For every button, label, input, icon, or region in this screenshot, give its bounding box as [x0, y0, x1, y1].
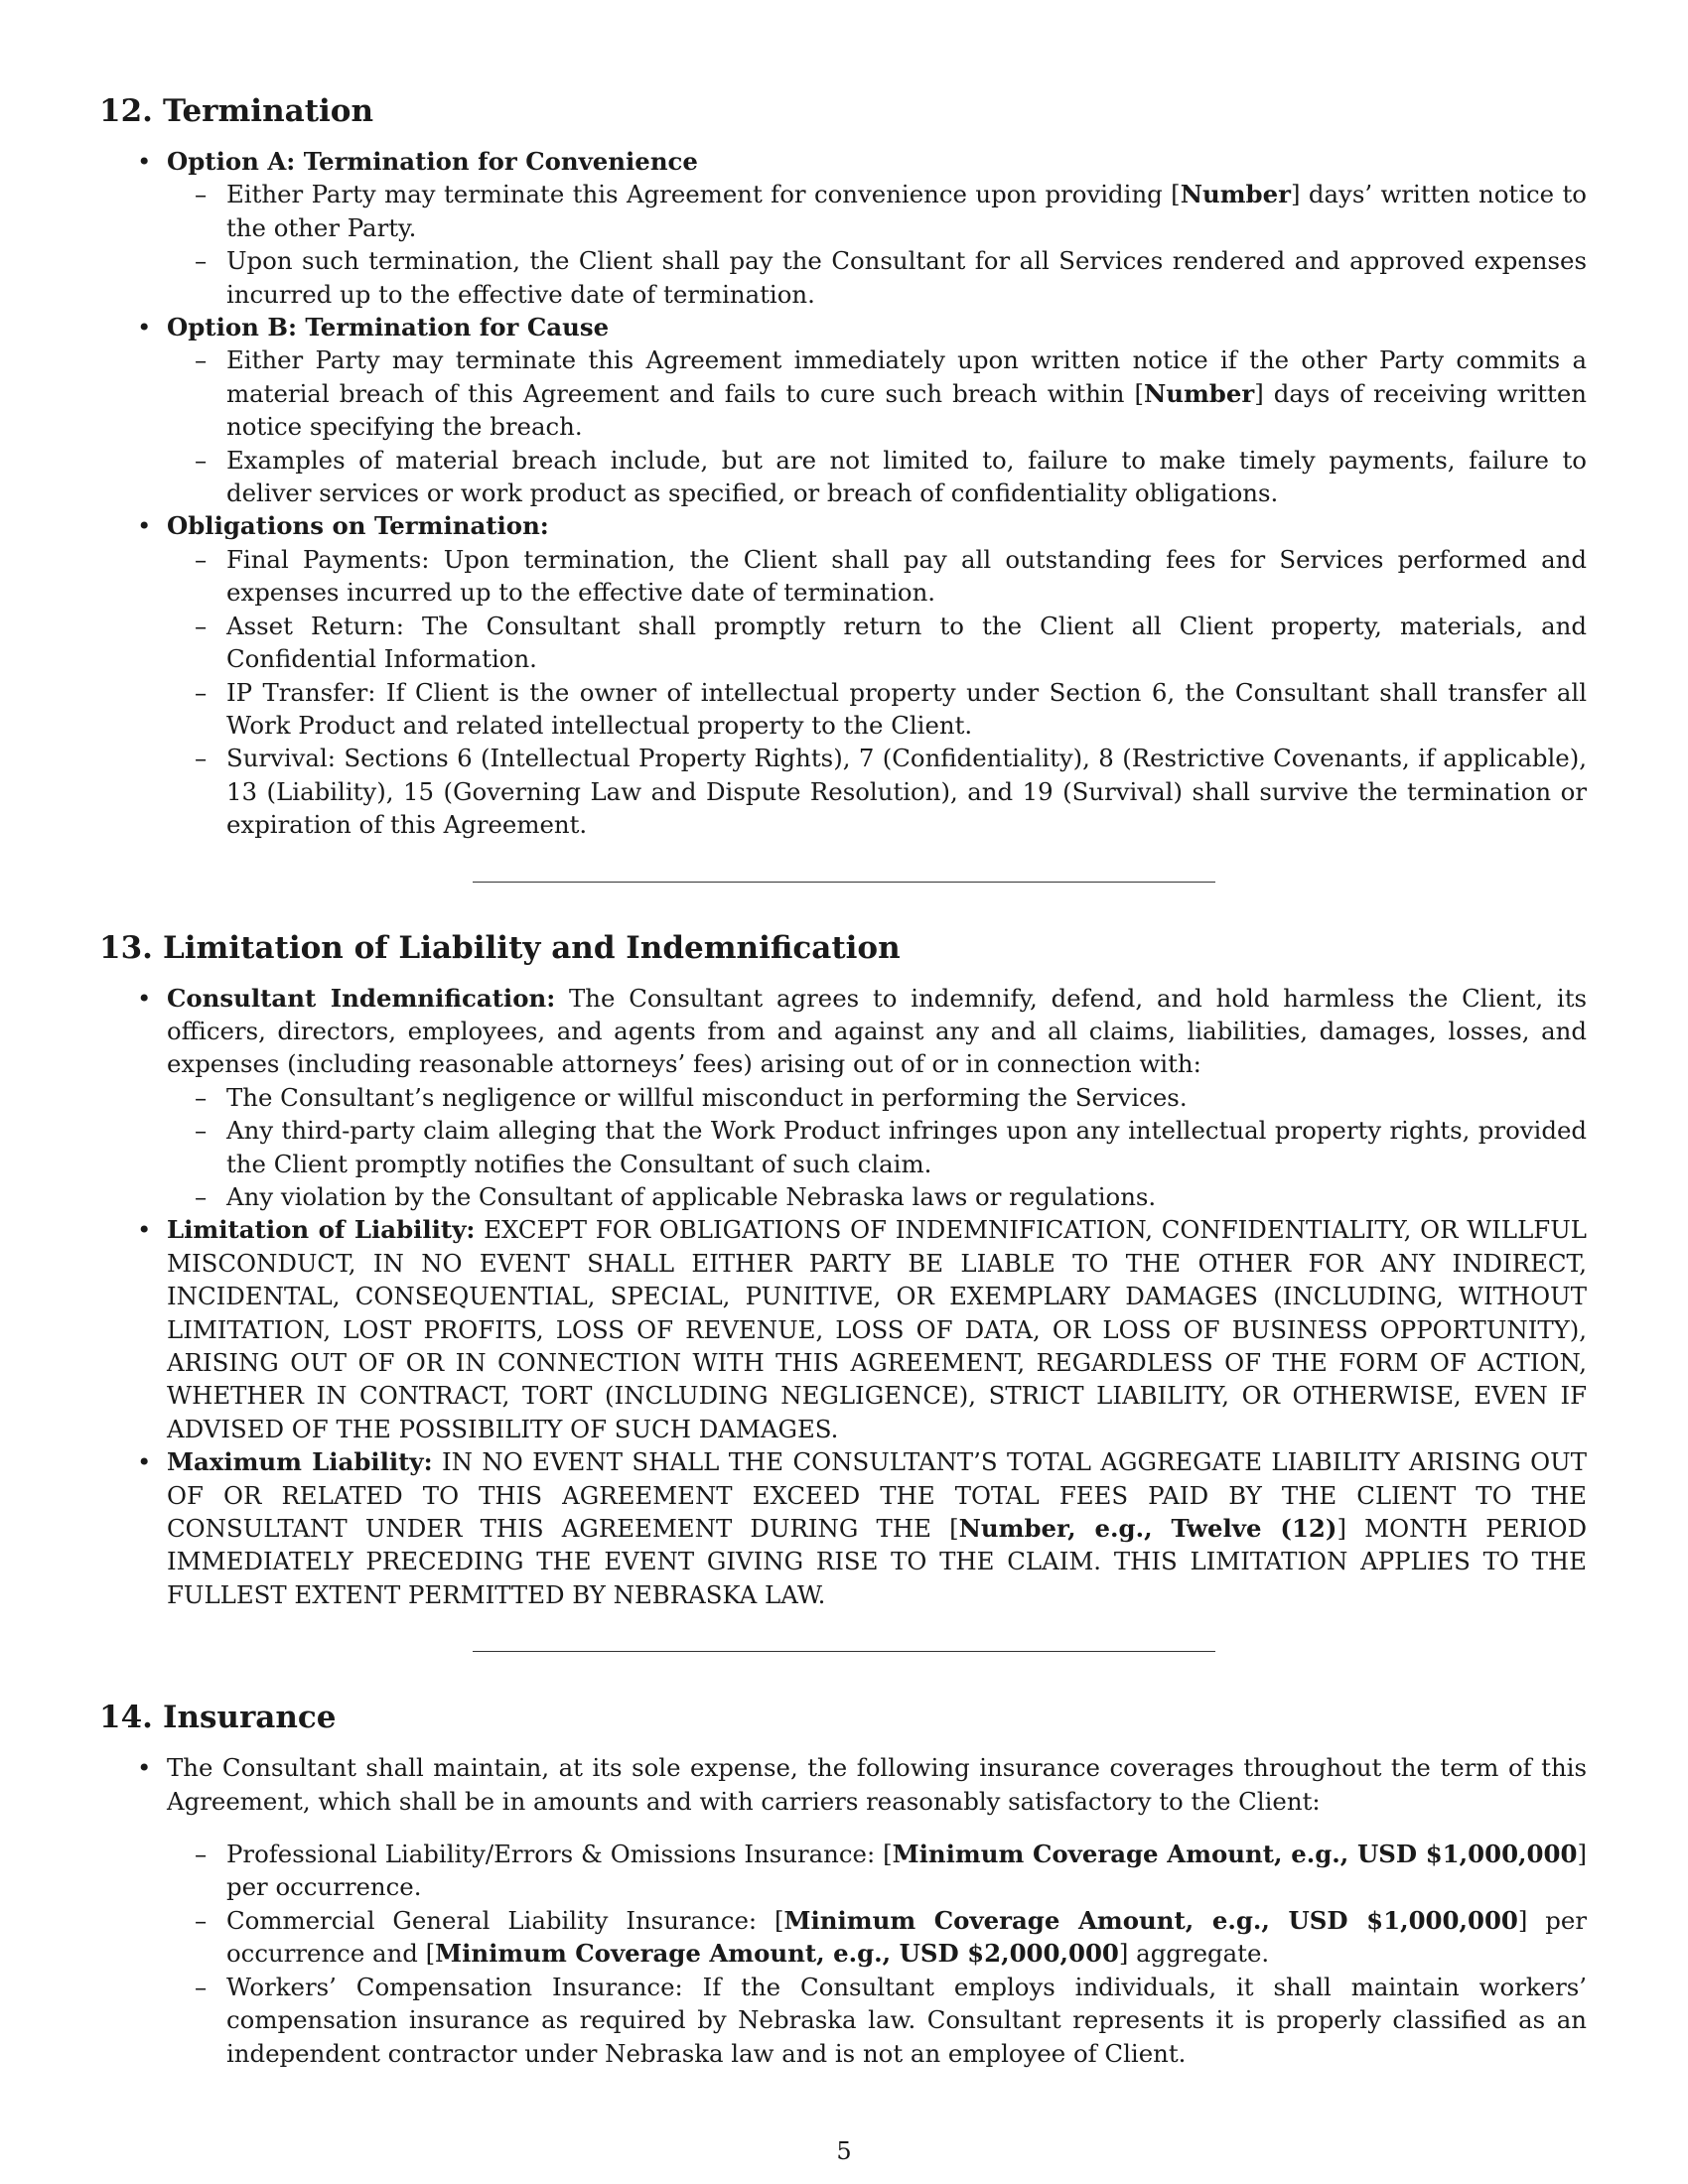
sub-list-item: – Workers’ Compensation Insurance: If the Consultant employs individuals, it shall maintain workers’ compensation insurance as required by Nebraska law. Consultant represents it is properly classified as an independent contractor under Nebraska law and is not an employee of Client. — [167, 1971, 1587, 2070]
sub-list-item: – Survival: Sections 6 (Intellectual Property Rights), 7 (Confidentiality), 8 (Restrictive Covenants, if applicable), 13 (Liability), 15 (Governing Law and Dispute Resolution), and 19 (Survival) shall survive the termination or expiration of this Agreement. — [167, 742, 1587, 841]
text-run: Either Party may terminate this Agreement immediately upon written notice if the other Party commits a material breach of this Agreement and fails to cure such breach within [ — [226, 345, 1587, 408]
list-item — [99, 509, 1587, 841]
sub-list-item: – Any violation by the Consultant of applicable Nebraska laws or regulations. — [167, 1180, 1587, 1213]
sub-list — [167, 1838, 1587, 2070]
sub-list — [167, 343, 1587, 509]
termination-list — [99, 145, 1587, 842]
section-heading-insurance — [99, 1698, 1587, 1737]
placeholder-bold: Minimum Coverage Amount, e.g., USD $1,000,000 — [892, 1840, 1578, 1869]
insurance-list — [99, 1751, 1587, 2070]
indemnification-text: The Consultant agrees to indemnify, defend, and hold harmless the Client, its officers, directors, employees, and agents from and against any and all claims, liabilities, damages, losses, and expenses (including reasonable attorneys’ fees) arising out of or in connection with: — [167, 983, 1588, 1079]
section-number: 12. — [99, 93, 153, 129]
section-number: 13. — [99, 929, 153, 966]
sub-list-item: – Upon such termination, the Client shall pay the Consultant for all Services rendered and approved expenses incurred up to the effective date of termination. — [167, 244, 1587, 311]
text-run: ] days’ written notice to the other Party. — [226, 180, 1587, 242]
list-item — [99, 982, 1587, 1214]
page-number: 5 — [836, 2137, 852, 2165]
horizontal-rule — [473, 1651, 1215, 1652]
limitation-label: Limitation of Liability: — [167, 1215, 476, 1245]
section-title: Insurance — [162, 1700, 337, 1736]
text-run: ] per occurrence. — [226, 1840, 1587, 1902]
placeholder-bold: Minimum Coverage Amount, e.g., USD $1,000,000 — [783, 1905, 1518, 1935]
section-heading-liability — [99, 928, 1587, 968]
sub-list-item: – Final Payments: Upon termination, the Client shall pay all outstanding fees for Services performed and expenses incurred up to the effective date of termination. — [167, 543, 1587, 610]
sub-list-item: – Any third-party claim alleging that the Work Product infringes upon any intellectual property rights, provided the Client promptly notifies the Consultant of such claim. — [167, 1114, 1587, 1180]
horizontal-rule — [473, 882, 1215, 883]
text-run: ] aggregate. — [1118, 1939, 1270, 1969]
placeholder-bold: Number, e.g., Twelve (12) — [958, 1514, 1337, 1544]
text-run: Commercial General Liability Insurance: [ — [226, 1905, 784, 1935]
text-run: Professional Liability/Errors & Omissions Insurance: [ — [226, 1840, 893, 1869]
option-a-heading: Option A: Termination for Convenience — [167, 147, 698, 176]
limitation-text: EXCEPT FOR OBLIGATIONS OF INDEMNIFICATION, CONFIDENTIALITY, OR WILLFUL MISCONDUCT, IN NO EVENT SHALL EITHER PARTY BE LIABLE TO THE OTHER FOR ANY INDIRECT, INCIDENTAL, CONSEQUENTIAL, SPECIAL, PUNITIVE, OR EXEMPLARY DAMAGES (INCLUDING, WITHOUT LIMITATION, LOST PROFITS, LOSS OF REVENUE, LOSS OF DATA, OR LOSS OF BUSINESS OPPORTUNITY), ARISING OUT OF OR IN CONNECTION WITH THIS AGREEMENT, REGARDLESS OF THE FORM OF ACTION, WHETHER IN CONTRACT, TORT (INCLUDING NEGLIGENCE), STRICT LIABILITY, OR OTHERWISE, EVEN IF ADVISED OF THE POSSIBILITY OF SUCH DAMAGES. — [167, 1215, 1587, 1443]
list-item — [99, 1213, 1587, 1445]
text-run: Either Party may terminate this Agreement for convenience upon providing [ — [226, 180, 1181, 209]
maximum-label: Maximum Liability: — [167, 1447, 433, 1477]
text-run: IN NO EVENT SHALL THE CONSULTANT’S TOTAL AGGREGATE LIABILITY ARISING OUT OF OR RELATED TO THIS AGREEMENT EXCEED THE TOTAL FEES PAID BY THE CLIENT TO THE CONSULTANT UNDER THIS AGREEMENT DURING THE [ — [167, 1447, 1588, 1544]
liability-list — [99, 982, 1587, 1612]
list-item — [99, 1445, 1587, 1611]
text-run: ] MONTH PERIOD IMMEDIATELY PRECEDING THE EVENT GIVING RISE TO THE CLAIM. THIS LIMITATION APPLIES TO THE FULLEST EXTENT PERMITTED BY NEBRASKA LAW. — [167, 1514, 1587, 1609]
text-run: ] per occurrence and [ — [226, 1905, 1587, 1969]
sub-list-item: – The Consultant’s negligence or willful misconduct in performing the Services. — [167, 1081, 1587, 1114]
section-title: Termination — [162, 93, 374, 129]
sub-list-item — [167, 178, 1587, 244]
indemnification-label: Consultant Indemnification: — [167, 983, 556, 1013]
placeholder-bold: Number — [1180, 180, 1291, 209]
sub-list — [167, 178, 1587, 311]
placeholder-bold: Number — [1143, 378, 1255, 408]
placeholder-bold: Minimum Coverage Amount, e.g., USD $2,000,000 — [435, 1939, 1119, 1969]
sub-list-item — [167, 343, 1587, 443]
sub-list — [167, 543, 1587, 842]
text-run: ] days of receiving written notice specifying the breach. — [226, 378, 1588, 442]
document-page — [99, 91, 1587, 2070]
obligations-heading: Obligations on Termination: — [167, 511, 549, 541]
sub-list-item: – Examples of material breach include, but are not limited to, failure to make timely payments, failure to deliver services or work product as specified, or breach of confidentiality obligations. — [167, 444, 1587, 510]
sub-list-item — [167, 1904, 1587, 1971]
section-title: Limitation of Liability and Indemnification — [162, 929, 901, 966]
sub-list — [167, 1081, 1587, 1214]
sub-list-item: – Asset Return: The Consultant shall promptly return to the Client all Client property, materials, and Confidential Information. — [167, 610, 1587, 676]
list-item — [99, 311, 1587, 509]
section-heading-termination — [99, 91, 1587, 131]
list-item — [99, 1751, 1587, 2070]
insurance-intro: The Consultant shall maintain, at its sole expense, the following insurance coverages throughout the term of this Agreement, which shall be in amounts and with carriers reasonably satisfactory to the Client: — [167, 1753, 1587, 1816]
list-item — [99, 145, 1587, 311]
section-number: 14. — [99, 1700, 153, 1736]
sub-list-item: – IP Transfer: If Client is the owner of intellectual property under Section 6, the Consultant shall transfer all Work Product and related intellectual property to the Client. — [167, 676, 1587, 743]
sub-list-item — [167, 1838, 1587, 1904]
option-b-heading: Option B: Termination for Cause — [167, 313, 610, 342]
